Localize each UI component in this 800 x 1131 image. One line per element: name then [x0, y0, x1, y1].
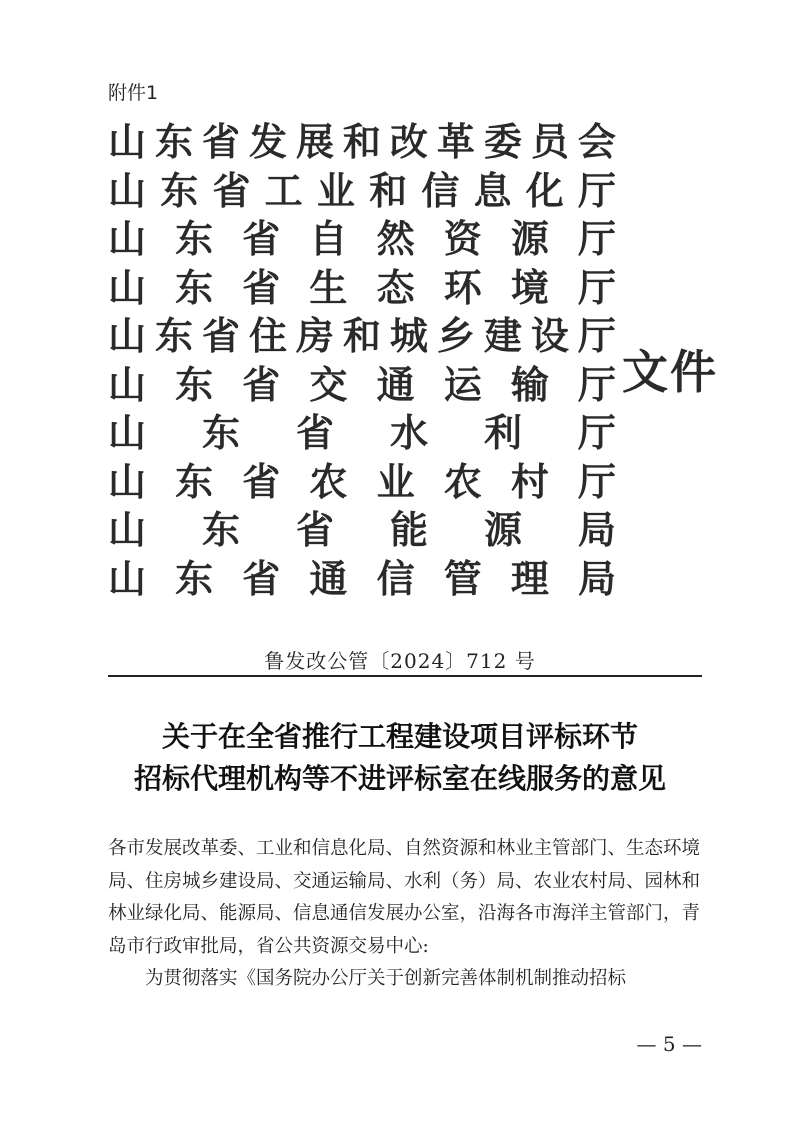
agency-character: 境 [510, 265, 549, 310]
agency-character: 东 [201, 411, 240, 456]
agency-character: 村 [510, 459, 549, 504]
agency-character: 源 [483, 508, 522, 553]
agency-character: 乡 [436, 314, 475, 359]
agency-character: 发 [248, 120, 287, 165]
agency-character: 房 [295, 314, 334, 359]
agency-character: 息 [473, 168, 512, 213]
agency-character: 局 [577, 556, 616, 601]
agency-character: 化 [525, 168, 564, 213]
agency-character: 和 [342, 314, 381, 359]
agency-character: 东 [154, 314, 193, 359]
agency-character: 山 [108, 362, 147, 407]
issuing-agencies-list [108, 118, 616, 603]
agency-character: 城 [389, 314, 428, 359]
agency-character: 省 [242, 459, 281, 504]
agency-character: 厅 [577, 459, 616, 504]
title-line: 招标代理机构等不进评标室在线服务的意见 [133, 762, 666, 795]
first-paragraph: 为贯彻落实《国务院办公厅关于创新完善体制机制推动招标 [145, 968, 627, 989]
agency-character: 源 [510, 217, 549, 262]
issuing-agency [108, 312, 616, 361]
agency-character: 水 [389, 411, 428, 456]
agency-character: 山 [108, 168, 147, 213]
agency-character: 生 [309, 265, 348, 310]
agency-character: 东 [201, 508, 240, 553]
agency-character: 农 [443, 459, 482, 504]
issuing-agency [108, 264, 616, 313]
agency-character: 住 [248, 314, 287, 359]
issuing-agency [108, 215, 616, 264]
document-title [0, 716, 800, 800]
document-number: 鲁发改公管〔2024〕712 号 [264, 649, 536, 673]
agency-character: 局 [577, 508, 616, 553]
agency-character: 省 [212, 168, 251, 213]
issuing-agency [108, 506, 616, 555]
agency-character: 厅 [577, 265, 616, 310]
agency-character: 管 [443, 556, 482, 601]
agency-character: 省 [242, 556, 281, 601]
agency-character: 省 [295, 411, 334, 456]
agency-character: 革 [436, 120, 475, 165]
agency-character: 东 [175, 362, 214, 407]
title-line: 关于在全省推行工程建设项目评标环节 [161, 720, 638, 753]
agency-character: 山 [108, 265, 147, 310]
agency-character: 省 [242, 217, 281, 262]
agency-character: 然 [376, 217, 415, 262]
agency-character: 和 [369, 168, 408, 213]
agency-character: 山 [108, 411, 147, 456]
agency-character: 东 [175, 217, 214, 262]
agency-character: 通 [309, 556, 348, 601]
agency-character: 能 [389, 508, 428, 553]
agency-character: 工 [264, 168, 303, 213]
agency-character: 省 [242, 362, 281, 407]
agency-character: 委 [483, 120, 522, 165]
agency-character: 改 [389, 120, 428, 165]
issuing-agency [108, 458, 616, 507]
agency-character: 厅 [577, 168, 616, 213]
issuing-agency [108, 167, 616, 216]
agency-character: 理 [510, 556, 549, 601]
agency-character: 建 [483, 314, 522, 359]
issuing-agency [108, 409, 616, 458]
agency-character: 省 [295, 508, 334, 553]
agency-character: 厅 [577, 411, 616, 456]
agency-character: 省 [242, 265, 281, 310]
agency-character: 资 [443, 217, 482, 262]
agency-character: 山 [108, 217, 147, 262]
agency-character: 和 [342, 120, 381, 165]
agency-character: 业 [376, 459, 415, 504]
agency-character: 山 [108, 508, 147, 553]
agency-character: 厅 [577, 217, 616, 262]
document-body [108, 833, 702, 996]
agency-character: 东 [175, 556, 214, 601]
document-word: 文件 [622, 345, 718, 399]
agency-character: 东 [154, 120, 193, 165]
agency-character: 员 [530, 120, 569, 165]
agency-character: 输 [510, 362, 549, 407]
agency-character: 自 [309, 217, 348, 262]
agency-character: 省 [201, 314, 240, 359]
header-divider [108, 675, 702, 677]
agency-character: 东 [160, 168, 199, 213]
agency-character: 态 [376, 265, 415, 310]
agency-character: 山 [108, 314, 147, 359]
agency-character: 利 [483, 411, 522, 456]
agency-character: 业 [316, 168, 355, 213]
issuing-agency [108, 361, 616, 410]
agency-character: 厅 [577, 314, 616, 359]
agency-character: 运 [443, 362, 482, 407]
agency-character: 东 [175, 459, 214, 504]
agency-character: 交 [309, 362, 348, 407]
issuing-agency [108, 118, 616, 167]
issuing-agency [108, 555, 616, 604]
agency-character: 山 [108, 556, 147, 601]
recipients-paragraph: 各市发展改革委、工业和信息化局、自然资源和林业主管部门、生态环境局、住房城乡建设局、交通运输局、水利（务）局、农业农村局、园林和林业绿化局、能源局、信息通信发展办公室，沿海各市海洋主管部门，青岛市行政审批局，省公共资源交易中心: [108, 838, 701, 957]
agency-character: 农 [309, 459, 348, 504]
agency-character: 信 [421, 168, 460, 213]
agency-character: 厅 [577, 362, 616, 407]
attachment-label: 附件1 [108, 82, 159, 104]
agency-character: 会 [577, 120, 616, 165]
agency-character: 环 [443, 265, 482, 310]
agency-character: 省 [201, 120, 240, 165]
agency-character: 信 [376, 556, 415, 601]
agency-character: 山 [108, 120, 147, 165]
page-number: — 5 — [636, 1032, 702, 1056]
agency-character: 通 [376, 362, 415, 407]
agency-character: 山 [108, 459, 147, 504]
agency-character: 东 [175, 265, 214, 310]
agency-character: 设 [530, 314, 569, 359]
agency-character: 展 [295, 120, 334, 165]
